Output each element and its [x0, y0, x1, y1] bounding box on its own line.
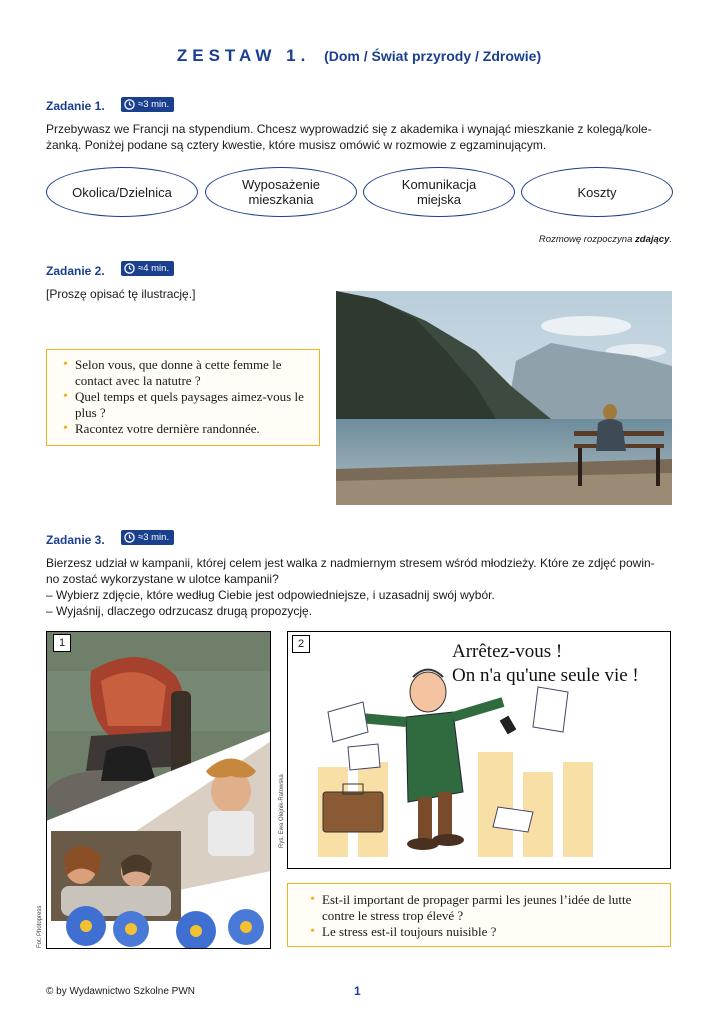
task1-note: [539, 234, 672, 245]
topic-oval-3-label: Komunikacja miejska: [401, 177, 477, 207]
task3-time: ≈3 min.: [138, 532, 170, 543]
image-2-cartoon: [287, 631, 671, 869]
task3-text-line3: – Wybierz zdjęcie, które według Ciebie jest odpowiedniejsze, i uzasadnij swój wybór.: [46, 588, 495, 602]
topic-oval-2-label: Wyposażenie mieszkania: [242, 177, 320, 207]
note-prefix: Rozmowę rozpoczyna: [538, 234, 636, 245]
phone: [500, 716, 517, 735]
clock-icon: [124, 532, 135, 543]
sad-girl: [86, 657, 191, 786]
task2-time: ≈4 min.: [138, 263, 170, 274]
task2-question-1: • Selon vous, que donne à cette femme le contact avec la natutre ?: [75, 357, 309, 389]
task2-question-2: • Quel temps et quels paysages aimez-vous le plus ?: [75, 389, 309, 421]
topic-oval-3: [363, 167, 515, 217]
task2-questions-box: [46, 349, 320, 446]
topic-oval-1: Okolica/Dzielnica: [46, 167, 198, 217]
image-1-collage: [46, 631, 271, 949]
image-1-credit: Fot. Photopress: [37, 905, 43, 948]
task1-text-line2: żanką. Poniżej podane są cztery kwestie, które musisz omówić w rozmowie z egzaminującym.: [46, 138, 547, 152]
set-title: ZESTAW 1.: [176, 46, 311, 65]
task2-label: Zadanie 2.: [46, 264, 105, 278]
task2-question-3: • Racontez votre dernière randonnée.: [75, 421, 309, 437]
copyright: © by Wydawnictwo Szkolne PWN: [46, 986, 195, 997]
slogan-line2: On n'a qu'une seule vie !: [452, 665, 639, 686]
image-2-number: 2: [292, 635, 310, 653]
clock-icon: [124, 263, 135, 274]
task3-text: [46, 555, 676, 619]
note-suffix: .: [669, 234, 672, 245]
note-bold: zdający: [635, 234, 670, 245]
task3-question-2: • Le stress est-il toujours nuisible ?: [322, 924, 660, 940]
friends-group: [51, 831, 181, 921]
task3-text-line1: Bierzesz udział w kampanii, której celem jest walka z nadmiernym stresem wśród młodzieży. Które ze zdjęć powin-: [46, 556, 655, 570]
task1-time: ≈3 min.: [138, 99, 170, 110]
page-title: [0, 46, 718, 66]
task3-time-badge: [121, 530, 174, 545]
task1-text-line1: Przebywasz we Francji na stypendium. Chcesz wyprowadzić się z akademika i wynająć mieszkanie z kolegą/kole-: [46, 122, 652, 136]
task1-time-badge: [121, 97, 174, 112]
page-number: 1: [354, 984, 361, 998]
topic-oval-4: Koszty: [521, 167, 673, 217]
task3-text-line2: no zostać wykorzystane w ulotce kampanii?: [46, 572, 279, 586]
topic-oval-2: [205, 167, 357, 217]
slogan-line1: Arrêtez-vous !: [452, 641, 563, 662]
task2-time-badge: [121, 261, 174, 276]
image-2-slogan: [452, 640, 639, 688]
fjord-photo: [336, 291, 672, 505]
task3-label: Zadanie 3.: [46, 533, 105, 547]
task1-text: [46, 121, 676, 153]
image-2-credit: Rys. Ewa Olejnik-Ratowska: [279, 774, 285, 848]
task2-instruction: [Proszę opisać tę ilustrację.]: [46, 287, 196, 301]
clock-icon: [124, 99, 135, 110]
task3-questions-box: [287, 883, 671, 947]
set-subtitle: (Dom / Świat przyrody / Zdrowie): [324, 48, 542, 64]
image-1-number: 1: [53, 634, 71, 652]
task3-question-1: • Est-il important de propager parmi les jeunes l’idée de lutte contre le stress trop élevé ?: [322, 892, 660, 924]
task3-text-line4: – Wyjaśnij, dlaczego odrzucasz drugą propozycję.: [46, 604, 313, 618]
task1-label: Zadanie 1.: [46, 99, 105, 113]
